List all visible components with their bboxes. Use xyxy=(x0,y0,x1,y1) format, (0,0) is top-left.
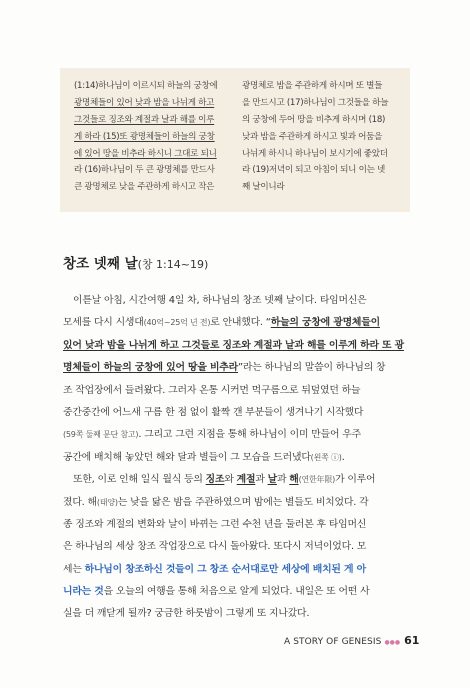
body-line: 공간에 배치해 놓았던 해와 달과 별들이 그 모습을 드러냈다(왼쪽 ⓘ). xyxy=(63,451,345,463)
section-scripture-ref: (창 1:14~19) xyxy=(137,258,209,271)
section-title: 창조 넷째 날 xyxy=(63,256,138,272)
body-line: 모세를 다시 시생대(40억~25억 년 전)로 안내했다. “하늘의 궁창에 광명체들이 xyxy=(63,317,380,329)
quote-line: 큰 광명체로 낮을 주관하게 하시고 작은 xyxy=(74,182,215,193)
scripture-quote-box xyxy=(60,68,410,212)
quote-line: 게 하라 (15)또 광명체들이 하늘의 궁창 xyxy=(74,131,215,142)
body-line: 니라는 것을 오늘의 여행을 통해 처음으로 알게 되었다. 내일은 또 어떤 사 xyxy=(63,586,370,598)
quote-right-column xyxy=(242,78,402,196)
quote-line: 광명체로 밤을 주관하게 하시며 또 별들 xyxy=(242,81,383,91)
footer-dots: ●●● xyxy=(384,639,401,646)
body-line: 있어 낮과 밤을 나뉘게 하고 그것들로 징조와 계절과 날과 해를 이루게 하라 또 광 xyxy=(63,339,404,351)
highlight-text: 하나님이 창조하신 것들이 그 창조 순서대로만 세상에 배치된 게 아 xyxy=(84,563,366,575)
quote-line: 라 (19)저녁이 되고 아침이 되니 이는 넷 xyxy=(242,165,386,176)
quote-line: 째 날이니라 xyxy=(242,182,285,193)
quote-line: 의 궁창에 두어 땅을 비추게 하시며 (18) xyxy=(242,114,386,125)
page-number: 61 xyxy=(404,634,420,647)
section-heading xyxy=(63,252,208,272)
body-line: 졌다. 해(태양)는 낮을 닮은 밤을 주관하였으며 밤에는 별들도 비치었다. 각 xyxy=(63,496,369,508)
body-text xyxy=(63,290,411,626)
quote-line: 그것들로 징조와 계절과 날과 해를 이루 xyxy=(74,114,215,125)
quote-left-column xyxy=(74,78,234,196)
quote-line: 라 (16)하나님이 두 큰 광명체를 만드사 xyxy=(74,165,215,176)
body-line: 또한, 이로 인해 일식 월식 등의 징조와 계절과 날과 해(연한年限)가 이루어 xyxy=(73,474,376,486)
quote-line: 나뉘게 하시니 하나님이 보시기에 좋았더 xyxy=(242,148,388,159)
body-line: 종 징조와 계절의 변화와 날이 바뀌는 그런 수천 년을 둘러본 후 타임머신 xyxy=(63,518,367,530)
body-line: 명체들이 하늘의 궁창에 있어 땅을 비추라”라는 하나님의 말씀이 하나님의 창 xyxy=(63,362,386,374)
body-line: 중간중간에 어느새 구름 한 점 없이 활짝 갠 부분들이 생겨나기 시작했다 xyxy=(63,406,364,418)
quote-line: 을 만드시고 (17)하나님이 그것들을 하늘 xyxy=(242,97,389,108)
body-line: 은 하나님의 세상 창조 작업장으로 다시 돌아왔다. 또다시 저녁이었다. 모 xyxy=(63,541,367,553)
quote-line: 낮과 밤을 주관하게 하시고 빛과 어둠을 xyxy=(242,131,383,142)
running-title: A STORY OF GENESIS xyxy=(284,637,382,647)
body-line: 조 작업장에서 들려왔다. 그러자 온통 시커먼 먹구름으로 뒤덮였던 하늘 xyxy=(63,384,361,396)
body-line: 실을 더 깨닫게 될까? 궁금한 하룻밤이 그렇게 또 지나갔다. xyxy=(63,608,310,620)
highlight-text: 니라는 것 xyxy=(63,586,104,598)
page-footer xyxy=(284,634,419,647)
quote-line: 에 있어 땅을 비추라 하시니 그대로 되니 xyxy=(74,148,217,159)
body-line: 세는 하나님이 창조하신 것들이 그 창조 순서대로만 세상에 배치된 게 아 xyxy=(63,563,366,575)
body-line: (59쪽 둘째 문단 참고). 그리고 그런 지점을 통해 하나님이 이미 만들어 우주 xyxy=(63,429,361,441)
quote-line: 광명체들이 있어 낮과 밤을 나뉘게 하고 xyxy=(74,97,215,108)
quote-line: (1:14)하나님이 이르시되 하늘의 궁창에 xyxy=(74,81,218,91)
body-line: 이튿날 아침, 시간여행 4일 차, 하나님의 창조 넷째 날이다. 타임머신은 xyxy=(73,295,367,306)
